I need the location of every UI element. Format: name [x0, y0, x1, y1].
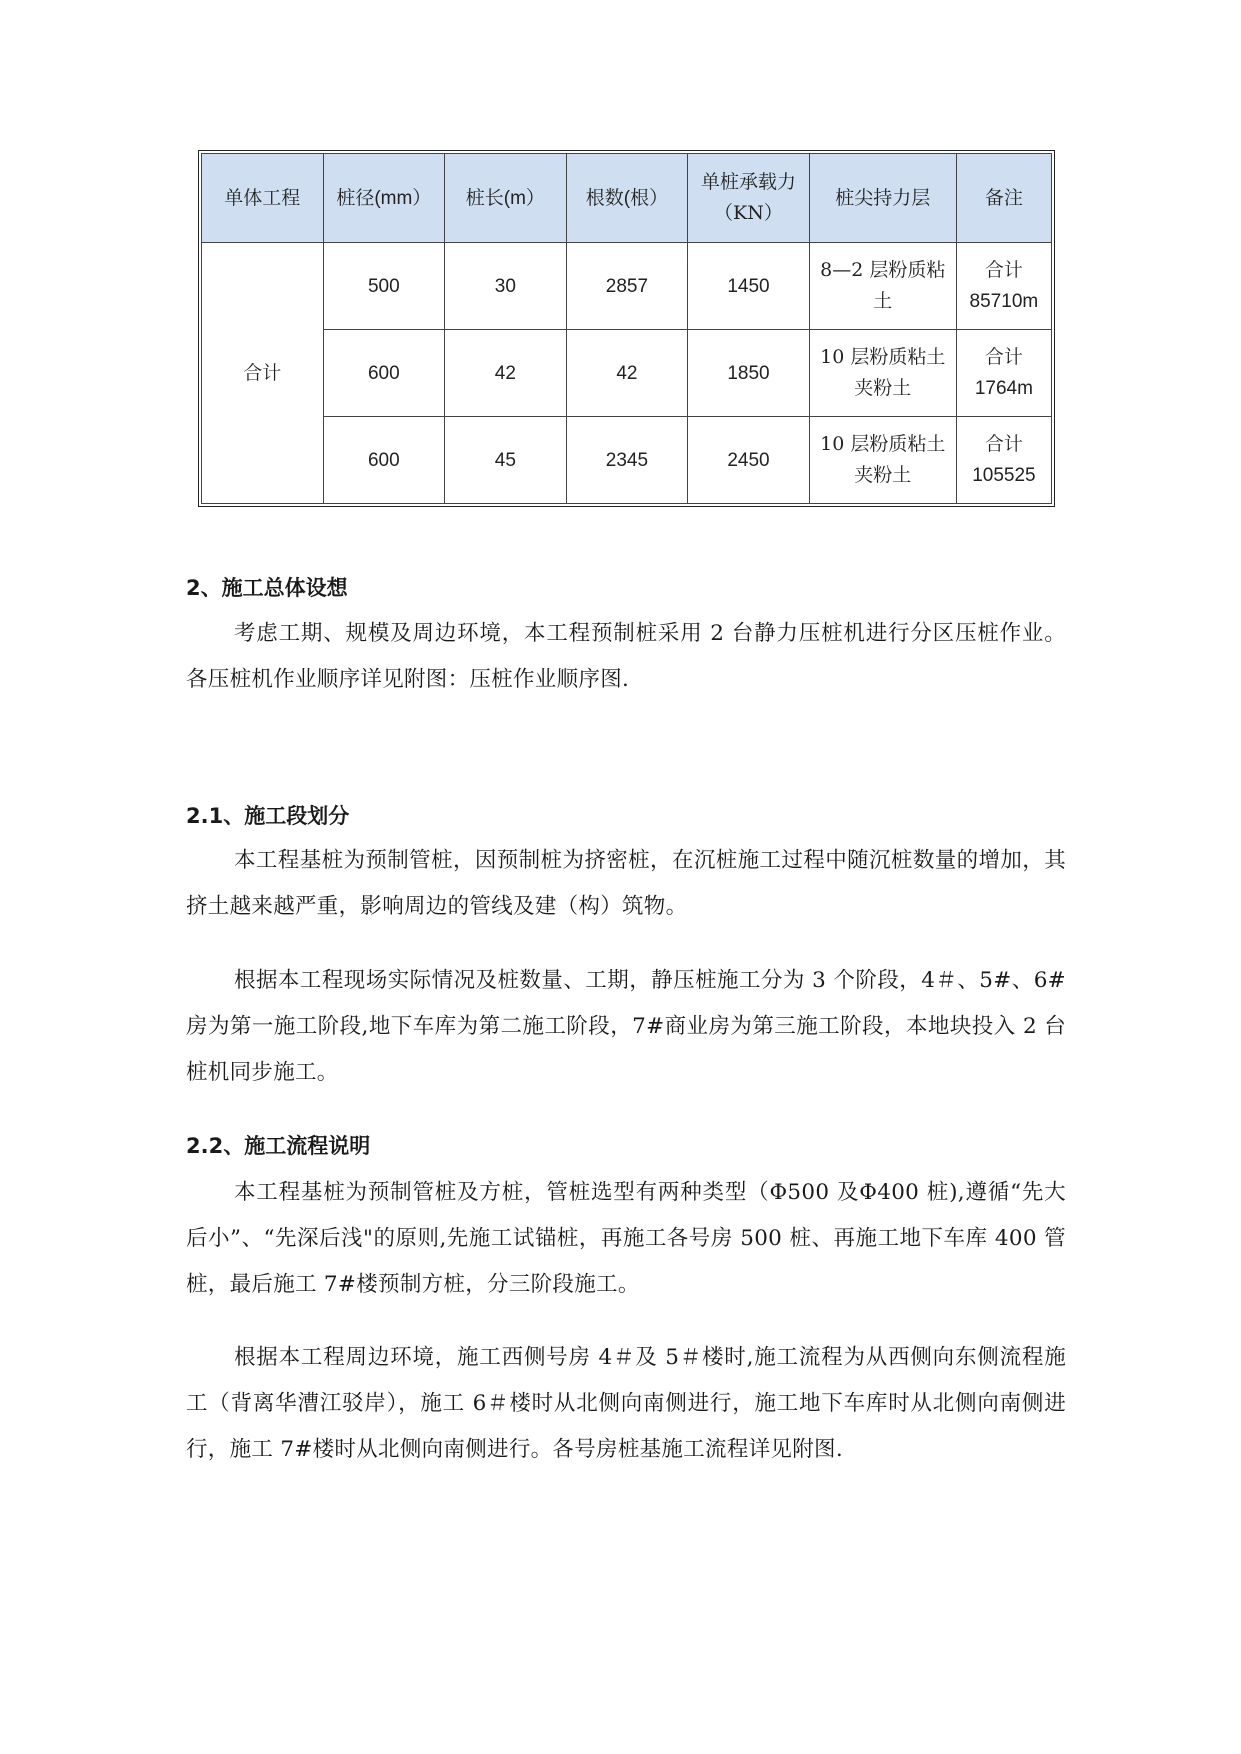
table-header-row: [202, 154, 1052, 243]
table-cell: 合计 1764m: [956, 330, 1051, 417]
table-cell: 2857: [566, 243, 688, 330]
header-cell: 根数(根）: [566, 154, 688, 243]
paragraph: 本工程基桩为预制管桩，因预制桩为挤密桩，在沉桩施工过程中随沉桩数量的增加，其挤土越来越严重，影响周边的管线及建（构）筑物。: [186, 848, 1066, 919]
table-cell: 10 层粉质粘土夹粉土: [809, 417, 956, 504]
table-cell: 600: [323, 417, 445, 504]
table-cell: 1450: [688, 243, 810, 330]
table-cell: 1850: [688, 330, 810, 417]
header-cell: 桩长(m）: [445, 154, 567, 243]
table-row: [202, 417, 1052, 504]
header-cell: 桩尖持力层: [809, 154, 956, 243]
table-cell: 2345: [566, 417, 688, 504]
header-cell: 单桩承载力（KN）: [688, 154, 810, 243]
group-label-cell: 合计: [202, 243, 324, 504]
table-cell: 10 层粉质粘土夹粉土: [809, 330, 956, 417]
table-cell: 合计 85710m: [956, 243, 1051, 330]
header-cell: 单体工程: [202, 154, 324, 243]
paragraph: 根据本工程现场实际情况及桩数量、工期，静压桩施工分为 3 个阶段，4＃、5#、6#房为第一施工阶段,地下车库为第二施工阶段，7#商业房为第三施工阶段，本地块投入 2 台桩机同步施工。: [186, 968, 1066, 1085]
table-cell: 合计 105525: [956, 417, 1051, 504]
section-heading: 2.2、施工流程说明: [186, 1134, 371, 1158]
table-row: [202, 330, 1052, 417]
table-cell: 500: [323, 243, 445, 330]
header-cell: 桩径(mm）: [323, 154, 445, 243]
paragraph: 根据本工程周边环境，施工西侧号房 4＃及 5＃楼时,施工流程为从西侧向东侧流程施工（背离华漕江驳岸），施工 6＃楼时从北侧向南侧进行，施工地下车库时从北侧向南侧进行，施工 7#楼时从北侧向南侧进行。各号房桩基施工流程详见附图.: [186, 1345, 1066, 1462]
section-heading: 2.1、施工段划分: [186, 804, 350, 828]
table-cell: 42: [445, 330, 567, 417]
table-cell: 2450: [688, 417, 810, 504]
table-cell: 30: [445, 243, 567, 330]
header-cell: 备注: [956, 154, 1051, 243]
paragraph: 本工程基桩为预制管桩及方桩，管桩选型有两种类型（Φ500 及Φ400 桩),遵循“先大后小”、“先深后浅"的原则,先施工试锚桩，再施工各号房 500 桩、再施工地下车库 400 管桩，最后施工 7#楼预制方桩，分三阶段施工。: [186, 1180, 1066, 1297]
paragraph: 考虑工期、规模及周边环境，本工程预制桩采用 2 台静力压桩机进行分区压桩作业。各压桩机作业顺序详见附图：压桩作业顺序图.: [186, 621, 1066, 692]
table-cell: 45: [445, 417, 567, 504]
pile-table-frame: [198, 150, 1055, 507]
table-cell: 600: [323, 330, 445, 417]
table-row: [202, 243, 1052, 330]
table-cell: 8—2 层粉质粘土: [809, 243, 956, 330]
section-heading: 2、施工总体设想: [186, 576, 348, 600]
pile-table: [201, 153, 1052, 504]
table-cell: 42: [566, 330, 688, 417]
